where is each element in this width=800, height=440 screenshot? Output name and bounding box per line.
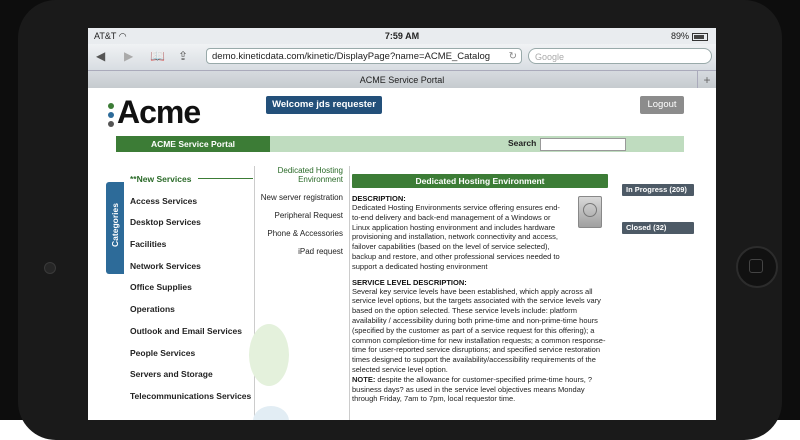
clock: 7:59 AM: [384, 31, 420, 41]
reload-icon[interactable]: ↻: [508, 51, 517, 62]
logout-button[interactable]: Logout: [640, 96, 684, 114]
category-item-new-services[interactable]: **New Services: [130, 174, 192, 184]
address-bar[interactable]: [206, 48, 522, 64]
category-item-office-supplies[interactable]: Office Supplies: [130, 282, 192, 293]
battery-icon: [692, 33, 708, 41]
service-level-text: Several key service levels have been established, which apply across all service level options, but the targets associated with the service levels vary based on the option selected. These service levels include: platform availability / accessibility during both prime-time and non-prime-time hours (specified by the customer as part of a service request for this offering); a common completion-time for new installation requests; a common response-time for user-reported service disruptions; and specified service restoration times designed to support the availability/accessibility requirements of the selected service level option.: [352, 286, 606, 374]
status-bar: [88, 28, 716, 44]
service-level-heading: SERVICE LEVEL DESCRIPTION:: [352, 277, 467, 287]
server-icon: [578, 196, 602, 228]
subcategory-item[interactable]: Dedicated Hosting Environment: [277, 166, 343, 184]
subcategory-item[interactable]: Phone & Accessories: [267, 229, 343, 238]
camera-icon: [44, 262, 56, 274]
portal-home-link[interactable]: ACME Service Portal: [116, 136, 270, 152]
carrier-label: AT&T ◠: [94, 31, 127, 41]
category-item-facilities[interactable]: Facilities: [130, 239, 167, 250]
note-label: NOTE:: [352, 374, 376, 384]
portal-search-input[interactable]: [540, 138, 626, 151]
subcategory-item[interactable]: iPad request: [298, 247, 343, 256]
subcategory-item[interactable]: New server registration: [260, 193, 343, 202]
battery-indicator: 89%: [671, 31, 708, 41]
screen: [88, 28, 716, 420]
categories-tab[interactable]: [106, 182, 124, 274]
category-item-network-services[interactable]: Network Services: [130, 260, 201, 271]
url-text: demo.kineticdata.com/kinetic/DisplayPage?name=ACME_Catalog: [212, 51, 491, 62]
tab-title[interactable]: ACME Service Portal: [359, 75, 445, 85]
new-tab-button[interactable]: +: [697, 71, 716, 89]
category-item-operations[interactable]: Operations: [130, 304, 175, 315]
request-status-column: [622, 166, 694, 260]
acme-logo[interactable]: [108, 94, 200, 131]
back-arrow-icon[interactable]: ◀: [96, 49, 106, 63]
decorative-bubble: [253, 406, 289, 420]
service-title: Dedicated Hosting Environment: [352, 174, 608, 188]
note-text: [352, 375, 612, 404]
wifi-icon: ◠: [118, 31, 127, 41]
category-item-people-services[interactable]: People Services: [130, 347, 196, 358]
browser-toolbar: [88, 44, 716, 71]
bookmarks-icon[interactable]: 📖: [150, 49, 165, 63]
logo-text: Acme: [117, 94, 201, 130]
home-button[interactable]: [736, 246, 778, 288]
welcome-banner: Welcome jds requester: [266, 96, 382, 114]
category-item-desktop-services[interactable]: Desktop Services: [130, 217, 201, 228]
web-page: [88, 88, 716, 420]
category-item-outlook-email[interactable]: Outlook and Email Services: [130, 325, 242, 336]
logo-dots: [108, 103, 115, 130]
share-icon[interactable]: ⇪: [178, 49, 189, 63]
search-label: Search: [508, 138, 537, 148]
category-item-servers-storage[interactable]: Servers and Storage: [130, 369, 213, 380]
search-field[interactable]: Google: [528, 48, 712, 64]
forward-arrow-icon[interactable]: ▶: [124, 49, 134, 63]
portal-nav-bar: [116, 136, 684, 152]
in-progress-link[interactable]: In Progress (209): [622, 184, 694, 196]
categories-tab-label: Categories: [110, 203, 120, 247]
category-item-telecommunications[interactable]: Telecommunications Services: [130, 390, 252, 401]
category-list: [130, 174, 254, 413]
note-body: despite the allowance for customer-specified prime-time hours, ? business days? as used in the service level objectives means Monday through Friday, 7am to 7pm, local requestor time.: [352, 374, 593, 404]
service-detail: [352, 174, 612, 404]
subcategory-column: [254, 166, 350, 420]
closed-link[interactable]: Closed (32): [622, 222, 694, 234]
category-item-access-services[interactable]: Access Services: [130, 195, 198, 206]
description-text: Dedicated Hosting Environments service offering ensures end-to-end delivery and back-end management of a Windows or Linux application hosting environment and includes hardware provisioning and installation, network connectivity and access, failover capabilities (based on the level of service selected), backup and restore, and other professional services needed to support a dedicated hosting environment: [352, 203, 560, 271]
decorative-bubble: [249, 324, 289, 386]
description-heading: DESCRIPTION:: [352, 194, 406, 203]
subcategory-item[interactable]: Peripheral Request: [274, 211, 343, 220]
